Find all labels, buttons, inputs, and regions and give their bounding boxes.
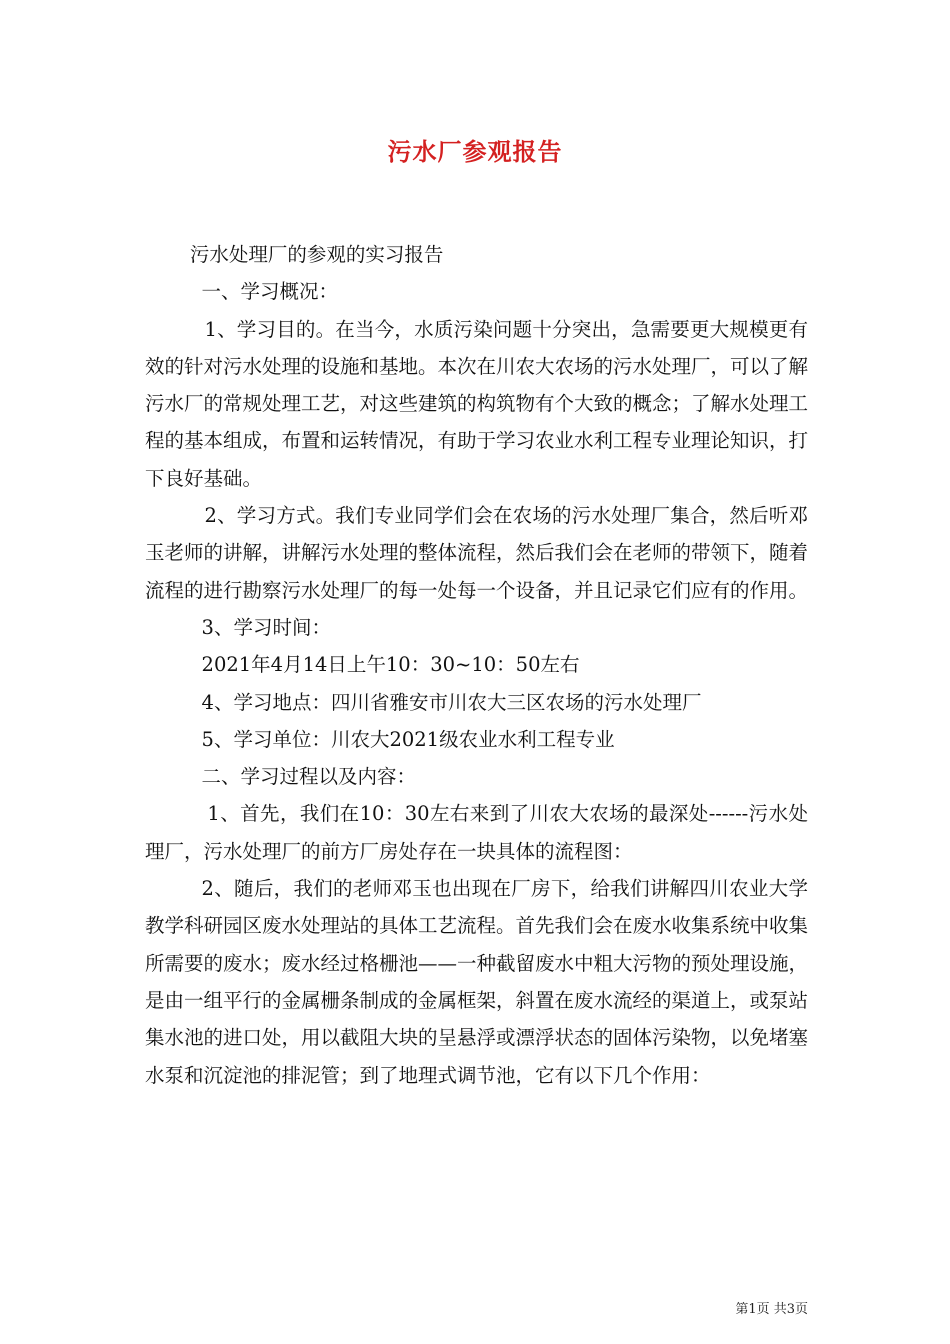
document-body [145, 236, 808, 1094]
document-title: 污水厂参观报告 [387, 137, 563, 166]
paragraph-step-1: 1、首先，我们在10：30左右来到了川农大农场的最深处------污水处理厂，污水处理厂的前方厂房处存在一块具体的流程图： [145, 802, 808, 863]
paragraph-step-2: 2、随后，我们的老师邓玉也出现在厂房下，给我们讲解四川农业大学教学科研园区废水处理站的具体工艺流程。首先我们会在废水收集系统中收集所需要的废水；废水经过格栅池——一种截留废水中粗大污物的预处理设施，是由一组平行的金属栅条制成的金属框架，斜置在废水流经的渠道上，或泵站集水池的进口处，用以截阻大块的呈悬浮或漂浮状态的固体污染物，以免堵塞水泵和沉淀池的排泥管；到了地理式调节池，它有以下几个作用： [145, 877, 809, 1087]
report-subtitle: 污水处理厂的参观的实习报告 [189, 243, 444, 266]
paragraph-purpose: 1、学习目的。在当今，水质污染问题十分突出，急需要更大规模更有效的针对污水处理的设施和基地。本次在川农大农场的污水处理厂，可以了解污水厂的常规处理工艺，对这些建筑的构筑物有个大致的概念；了解水处理工程的基本组成，布置和运转情况，有助于学习农业水利工程专业理论知识，打下良好基础。 [145, 317, 809, 490]
paragraph-time-value: 2021年4月14日上午10：30~10：50左右 [201, 653, 580, 677]
paragraph-unit: 5、学习单位：川农大2021级农业水利工程专业 [201, 727, 615, 751]
section-heading-2: 二、学习过程以及内容： [201, 765, 417, 789]
page-number: 第1页 共3页 [735, 1302, 808, 1317]
section-heading-1: 一、学习概况： [201, 280, 339, 304]
paragraph-time-label: 3、学习时间： [201, 615, 331, 639]
paragraph-location: 4、学习地点：四川省雅安市川农大三区农场的污水处理厂 [201, 690, 702, 714]
paragraph-method: 2、学习方式。我们专业同学们会在农场的污水处理厂集合，然后听邓玉老师的讲解，讲解污水处理的整体流程，然后我们会在老师的带领下，随着流程的进行勘察污水处理厂的每一处每一个设备，并且记录它们应有的作用。 [145, 504, 809, 602]
